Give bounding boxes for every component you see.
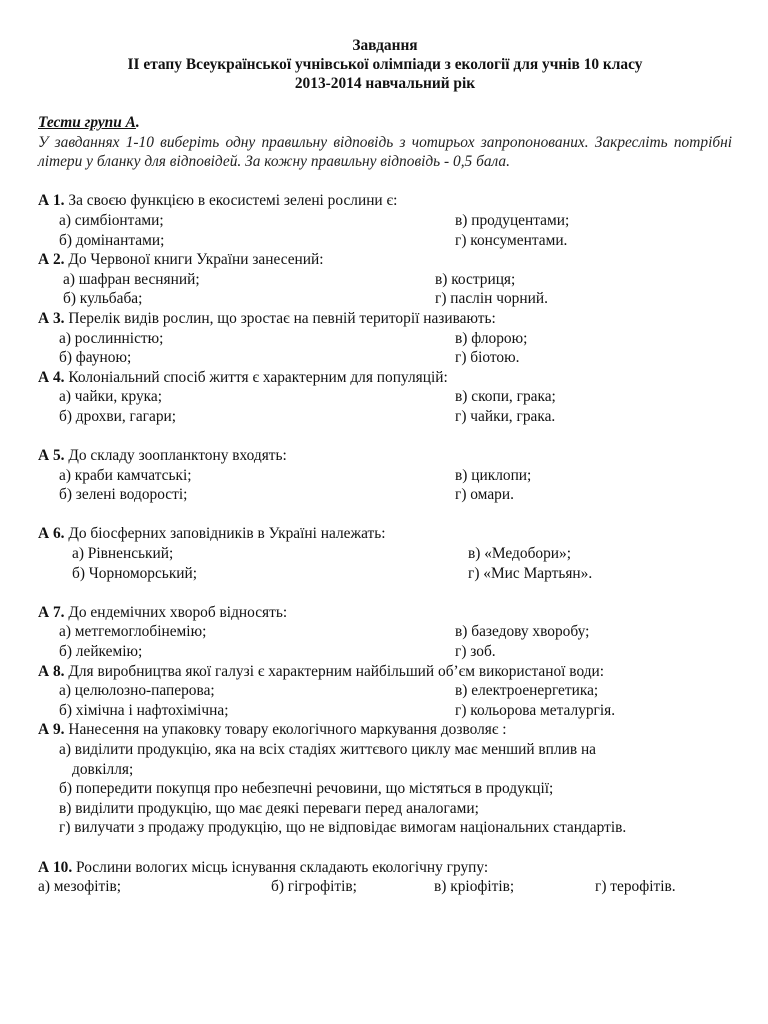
document-header bbox=[38, 36, 732, 93]
question-3 bbox=[38, 309, 732, 368]
answer-option: б) фауною; bbox=[59, 349, 132, 367]
answer-option: г) біотою. bbox=[455, 349, 520, 367]
answer-option: а) мезофітів; bbox=[38, 878, 122, 896]
section-a bbox=[38, 113, 732, 172]
answer-option: б) гігрофітів; bbox=[271, 878, 357, 896]
answer-option-continued: довкілля; bbox=[72, 760, 134, 778]
question-number: А 5. bbox=[38, 447, 65, 465]
question-text: Для виробництва якої галузі є характерним найбільший об’єм використаної води: bbox=[64, 662, 605, 680]
question-1 bbox=[38, 191, 732, 250]
answer-option: б) кульбаба; bbox=[63, 290, 143, 308]
answer-option: в) «Медобори»; bbox=[468, 545, 571, 563]
answer-option: а) целюлозно-паперова; bbox=[59, 682, 215, 700]
question-10 bbox=[38, 858, 732, 897]
answer-option: г) кольорова металургія. bbox=[455, 701, 616, 719]
question-2 bbox=[38, 250, 732, 309]
question-number: А 7. bbox=[38, 603, 65, 621]
question-number: А 9. bbox=[38, 721, 65, 739]
answer-option: г) омари. bbox=[455, 486, 514, 504]
answer-option: в) базедову хворобу; bbox=[455, 623, 590, 641]
question-7 bbox=[38, 603, 732, 662]
answer-option: б) Чорноморський; bbox=[72, 564, 198, 582]
answer-option: б) лейкемію; bbox=[59, 643, 143, 661]
section-title-suffix: . bbox=[135, 114, 140, 131]
header-year: 2013-2014 навчальний рік bbox=[294, 75, 476, 92]
answer-option: б) хімічна і нафтохімічна; bbox=[59, 701, 229, 719]
answer-option: б) попередити покупця про небезпечні речовини, що містяться в продукції; bbox=[59, 780, 554, 798]
answer-option: а) метгемоглобінемію; bbox=[59, 623, 207, 641]
question-text: За своєю функцією в екосистемі зелені рослини є: bbox=[64, 192, 398, 210]
answer-option: г) паслін чорний. bbox=[435, 290, 548, 308]
answer-option: в) виділити продукцію, що має деякі переваги перед аналогами; bbox=[59, 799, 479, 817]
question-4 bbox=[38, 368, 732, 427]
section-instruction: У завданнях 1-10 виберіть одну правильну відповідь з чотирьох запропонованих. Закресліть потрібні літери у бланку для відповідей. За кожну правильну відповідь - 0,5 бала. bbox=[38, 133, 732, 171]
answer-option: а) рослинністю; bbox=[59, 329, 164, 347]
answer-option: в) костриця; bbox=[435, 270, 516, 288]
answer-option: б) дрохви, гагари; bbox=[59, 407, 177, 425]
answer-option: а) чайки, крука; bbox=[59, 388, 163, 406]
question-number: А 2. bbox=[38, 251, 65, 269]
answer-option: б) зелені водорості; bbox=[59, 486, 188, 504]
question-text: Колоніальний спосіб життя є характерним для популяцій: bbox=[64, 368, 448, 386]
header-subtitle: ІІ етапу Всеукраїнської учнівської олімпіади з екології для учнів 10 класу bbox=[127, 56, 643, 73]
answer-option: б) домінантами; bbox=[59, 231, 165, 249]
question-number: А 6. bbox=[38, 525, 65, 543]
question-6 bbox=[38, 524, 732, 583]
answer-option: в) електроенергетика; bbox=[455, 682, 599, 700]
question-9 bbox=[38, 720, 732, 838]
answer-option: а) Рівненський; bbox=[72, 545, 174, 563]
answer-option: а) шафран весняний; bbox=[63, 270, 200, 288]
answer-option: г) чайки, грака. bbox=[455, 407, 556, 425]
answer-option: г) терофітів. bbox=[595, 878, 676, 896]
question-5 bbox=[38, 446, 732, 505]
question-text: До ендемічних хвороб відносять: bbox=[64, 603, 288, 621]
question-number: А 8. bbox=[38, 662, 65, 680]
answer-option: г) вилучати з продажу продукцію, що не відповідає вимогам національних стандартів. bbox=[59, 819, 627, 837]
question-number: А 10. bbox=[38, 858, 73, 876]
answer-option: в) скопи, грака; bbox=[455, 388, 556, 406]
answer-option: а) симбіонтами; bbox=[59, 211, 164, 229]
document-page bbox=[38, 36, 732, 897]
answer-option: в) циклопи; bbox=[455, 466, 532, 484]
question-8 bbox=[38, 662, 732, 721]
answer-option: в) флорою; bbox=[455, 329, 528, 347]
answer-option: в) кріофітів; bbox=[434, 878, 515, 896]
section-title: Тести групи А bbox=[38, 114, 136, 131]
question-text: Нанесення на упаковку товару екологічного маркування дозволяє : bbox=[64, 721, 507, 739]
answer-option: г) «Мис Мартьян». bbox=[468, 564, 593, 582]
answer-option: а) виділити продукцію, яка на всіх стадіях життєвого циклу має менший вплив на bbox=[59, 741, 597, 758]
question-text: До складу зоопланктону входять: bbox=[64, 447, 287, 465]
question-number: А 1. bbox=[38, 192, 65, 210]
question-text: До біосферних заповідників в Україні належать: bbox=[64, 525, 386, 543]
answer-option: г) консументами. bbox=[455, 231, 568, 249]
section-heading bbox=[38, 113, 732, 133]
answer-option: в) продуцентами; bbox=[455, 211, 570, 229]
question-number: А 3. bbox=[38, 309, 65, 327]
question-text: Рослини вологих місць існування складають екологічну групу: bbox=[72, 858, 489, 876]
question-text: До Червоної книги України занесений: bbox=[64, 251, 324, 269]
header-title: Завдання bbox=[352, 37, 418, 54]
question-number: А 4. bbox=[38, 368, 65, 386]
answer-option: г) зоб. bbox=[455, 643, 496, 661]
question-text: Перелік видів рослин, що зростає на певній території називають: bbox=[64, 309, 496, 327]
answer-option: а) краби камчатські; bbox=[59, 466, 192, 484]
